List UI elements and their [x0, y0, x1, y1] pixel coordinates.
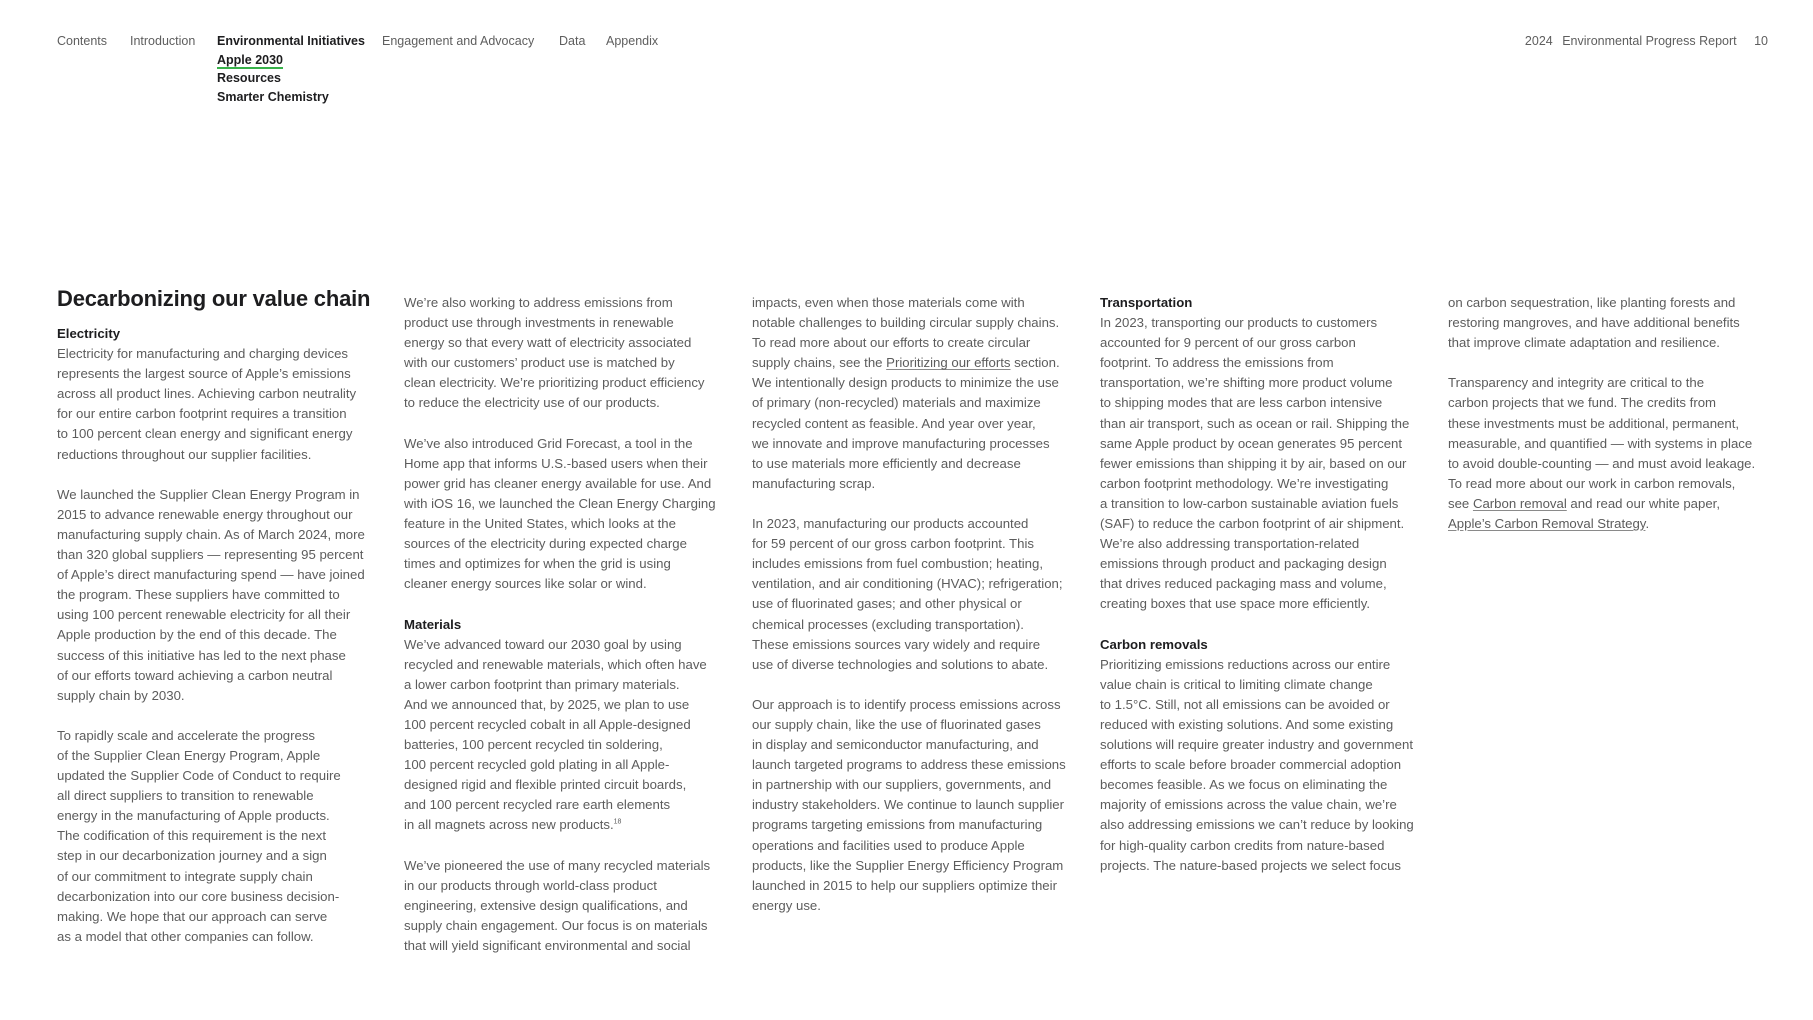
- nav-appendix[interactable]: Appendix: [606, 34, 659, 48]
- electricity-paragraph-1: Electricity for manufacturing and charging devices represents the largest source of Apple’s emissions across all product lines. Achieving carbon neutrality for our entire carbon footprint requires a transition to 100 percent clean energy and significant energy reductions throughout our supplier facilities.: [57, 346, 357, 462]
- circular-supply-text-after: section. We intentionally design products to minimize the use of primary (non-recycled) materials and maximize recycled content as feasible. And year over year, we innovate and improve manufacturing processes to use materials more efficiently and decrease manufacturing scrap.: [752, 355, 1060, 491]
- column-5: [1448, 293, 1773, 534]
- carbon-removal-strategy-link[interactable]: Apple’s Carbon Removal Strategy: [1448, 516, 1646, 532]
- transportation-heading: Transportation: [1100, 295, 1193, 310]
- nav-introduction[interactable]: Introduction: [130, 34, 196, 48]
- transparency-paragraph: [1448, 373, 1773, 534]
- nav-contents[interactable]: Contents: [57, 34, 108, 48]
- subnav-resources[interactable]: Resources: [217, 71, 281, 85]
- electricity-paragraph-3: To rapidly scale and accelerate the progress of the Supplier Clean Energy Program, Apple updated the Supplier Code of Conduct to require all direct suppliers to transition to renewable energy in the manufacturing of Apple products. The codification of this requirement is the next step in our decarbonization journey and a sign of our commitment to integrate supply chain decarbonization into our core business decision- making. We hope that our approach can serve as a model that other companies can follow.: [57, 727, 341, 944]
- report-header: [1519, 34, 1768, 48]
- carbon-removals-paragraph: Prioritizing emissions reductions across our entire value chain is critical to limiting climate change to 1.5°C. Still, not all emissions can be avoided or reduced with existing solutions. And some existing solutions will require greater industry and government efforts to scale before broader commercial adoption becomes feasible. As we focus on eliminating the majority of emissions across the value chain, we’re also addressing emissions we can’t reduce by looking for high-quality carbon credits from nature-based projects. The nature-based projects we select focus: [1100, 656, 1414, 873]
- column-2: [404, 293, 729, 956]
- circular-supply-paragraph: [752, 293, 1077, 494]
- carbon-sequestration-paragraph: on carbon sequestration, like planting forests and restoring mangroves, and have additional benefits that improve climate adaptation and resilience.: [1448, 295, 1740, 351]
- transportation-paragraph: In 2023, transporting our products to customers accounted for 9 percent of our gross carbon footprint. To address the emissions from transportation, we’re shifting more product volume to shipping modes that are less carbon intensive than air transport, such as ocean or rail. Shipping the same Apple product by ocean generates 95 percent fewer emissions than shipping it by air, based on our carbon footprint methodology. We’re investigating a transition to low-carbon sustainable aviation fuels (SAF) to reduce the carbon footprint of air shipment. We’re also addressing transportation-related emissions through product and packaging design that drives reduced packaging mass and volume, creating boxes that use space more efficiently.: [1100, 315, 1410, 612]
- transparency-text-end: .: [1645, 516, 1650, 532]
- materials-paragraph-2: We’ve pioneered the use of many recycled materials in our products through world-class product engineering, extensive design qualifications, and supply chain engagement. Our focus is on materials that will yield significant environmental and social: [404, 857, 711, 953]
- carbon-removal-link[interactable]: Carbon removal: [1472, 495, 1567, 511]
- page-number: 10: [1754, 34, 1768, 48]
- transparency-text-before: Transparency and integrity are critical to the carbon projects that we fund. The credits from these investments must be additional, permanent, measurable, and quantified — with systems in place to avoid double-counting — and must avoid leakage. To read more about our work in carbon removals, see: [1448, 375, 1756, 511]
- materials-heading: Materials: [404, 616, 462, 632]
- nav-environmental-initiatives[interactable]: Environmental Initiatives: [217, 34, 365, 48]
- electricity-heading: Electricity: [57, 326, 121, 341]
- materials-paragraph-1: [404, 635, 729, 836]
- circular-supply-text-before: impacts, even when those materials come with notable challenges to building circular supply chains. To read more about our efforts to create circular supply chains, see the: [752, 295, 1060, 371]
- column-4: [1100, 293, 1425, 876]
- product-use-paragraph: We’re also working to address emissions from product use through investments in renewable energy so that every watt of electricity associated with our customers’ product use is matched by clean electricity. We’re prioritizing product efficiency to reduce the electricity use of our products.: [404, 295, 705, 411]
- page-title: Decarbonizing our value chain: [57, 286, 371, 311]
- transparency-text-mid: and read our white paper,: [1570, 495, 1720, 511]
- subnav-apple-2030[interactable]: Apple 2030: [217, 53, 284, 67]
- report-year: 2024: [1524, 34, 1553, 48]
- manufacturing-emissions-paragraph: In 2023, manufacturing our products accounted for 59 percent of our gross carbon footprint. This includes emissions from fuel combustion; heating, ventilation, and air conditioning (HVAC); refrigeration; use of fluorinated gases; and other physical or chemical processes (excluding transportation). These emissions sources vary widely and require use of diverse technologies and solutions to abate.: [752, 516, 1063, 672]
- materials-paragraph-1-text: We’ve advanced toward our 2030 goal by using recycled and renewable materials, which often have a lower carbon footprint than primary materials. And we announced that, by 2025, we plan to use 100 percent recycled cobalt in all Apple-designed batteries, 100 percent recycled tin soldering, 100 percent recycled gold plating in all Apple- designed rigid and flexible printed circuit boards, and 100 percent recycled rare earth elements in all magnets across new products.: [404, 636, 707, 833]
- prioritizing-our-efforts-link[interactable]: Prioritizing our efforts: [886, 355, 1011, 371]
- report-title: Environmental Progress Report: [1562, 34, 1737, 48]
- column-3: [752, 293, 1077, 916]
- nav-data[interactable]: Data: [559, 34, 586, 48]
- process-emissions-paragraph: Our approach is to identify process emissions across our supply chain, like the use of fluorinated gases in display and semiconductor manufacturing, and launch targeted programs to address these emissions in partnership with our suppliers, governments, and industry stakeholders. We continue to launch supplier programs targeting emissions from manufacturing operations and facilities used to produce Apple products, like the Supplier Energy Efficiency Program launched in 2015 to help our suppliers optimize their energy use.: [752, 696, 1066, 913]
- subnav-smarter-chemistry[interactable]: Smarter Chemistry: [217, 90, 329, 104]
- carbon-removals-heading: Carbon removals: [1100, 636, 1208, 652]
- electricity-paragraph-2: We launched the Supplier Clean Energy Program in 2015 to advance renewable energy throughout our manufacturing supply chain. As of March 2024, more than 320 global suppliers — representing 95 percent of Apple’s direct manufacturing spend — have joined the program. These suppliers have committed to using 100 percent renewable electricity for all their Apple production by the end of this decade. The success of this initiative has led to the next phase of our efforts toward achieving a carbon neutral supply chain by 2030.: [57, 486, 365, 703]
- grid-forecast-paragraph: We’ve also introduced Grid Forecast, a tool in the Home app that informs U.S.-based users when their power grid has cleaner energy available for use. And with iOS 16, we launched the Clean Energy Charging feature in the United States, which looks at the sources of the electricity during expected charge times and optimizes for when the grid is using cleaner energy sources like solar or wind.: [404, 435, 716, 592]
- footnote-reference[interactable]: 18: [613, 819, 622, 827]
- nav-engagement-and-advocacy[interactable]: Engagement and Advocacy: [382, 34, 535, 48]
- column-1: [57, 324, 382, 947]
